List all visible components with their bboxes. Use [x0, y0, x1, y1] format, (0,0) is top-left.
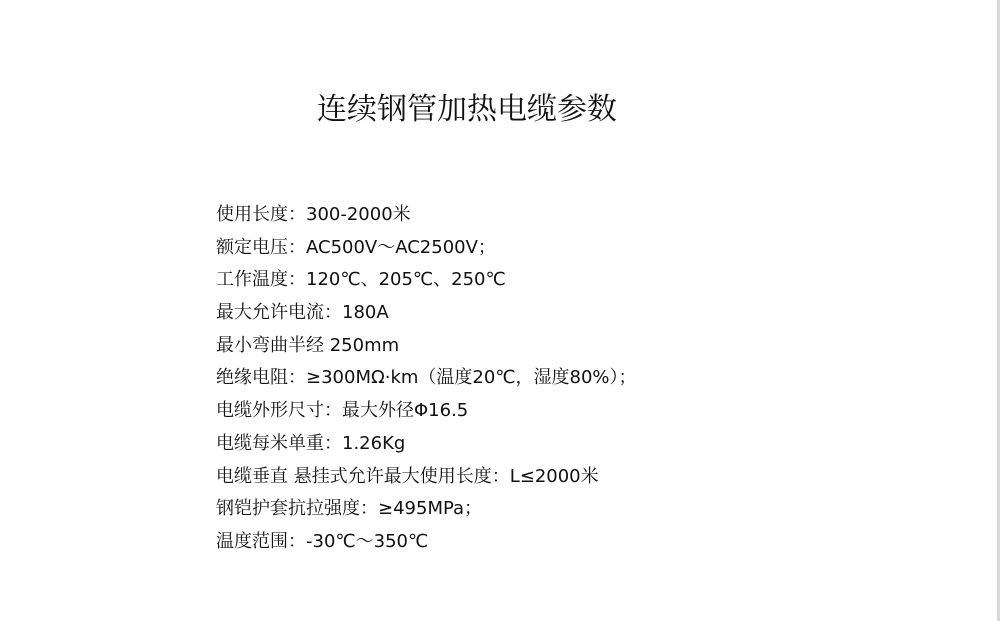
- spec-rated-voltage: 额定电压：AC500V～AC2500V；: [216, 236, 496, 258]
- spec-max-current: 最大允许电流：180A: [216, 302, 389, 324]
- spec-weight-per-meter: 电缆每米单重：1.26Kg: [216, 432, 406, 454]
- spec-working-temperature: 工作温度：120℃、205℃、250℃: [216, 269, 506, 291]
- spec-min-bend-radius: 最小弯曲半经 250mm: [216, 334, 400, 356]
- spec-cable-dimensions: 电缆外形尺寸：最大外径Φ16.5: [216, 400, 469, 422]
- page-title: 连续钢管加热电缆参数: [317, 92, 617, 127]
- spec-vertical-hanging-length: 电缆垂直 悬挂式允许最大使用长度：L≤2000米: [216, 465, 599, 487]
- spec-list: [216, 199, 637, 559]
- spec-usage-length: 使用长度：300-2000米: [216, 204, 411, 225]
- spec-insulation-resistance: 绝缘电阻：≥300MΩ·km（温度20℃，湿度80%）；: [216, 367, 637, 389]
- spec-temperature-range: 温度范围：-30℃～350℃: [216, 530, 429, 552]
- spec-armor-tensile-strength: 钢铠护套抗拉强度：≥495MPa；: [216, 498, 483, 520]
